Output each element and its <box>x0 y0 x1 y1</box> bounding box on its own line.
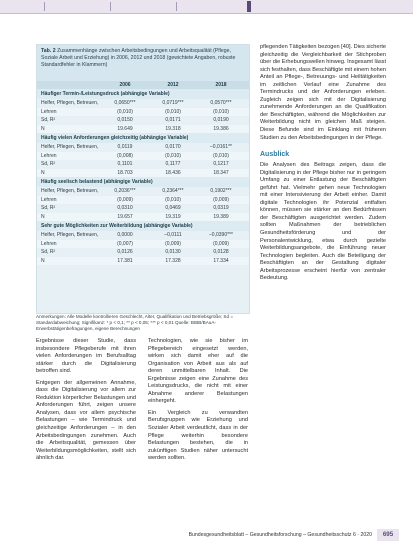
table-cell: 19.386 <box>213 125 229 132</box>
table-row <box>37 152 249 161</box>
text-column-middle <box>148 338 248 467</box>
table-cell: (0,009) <box>117 196 133 203</box>
table-row <box>37 204 249 213</box>
table-cell: 0,0000 <box>117 232 133 238</box>
table-cell: 0,0150 <box>117 117 133 123</box>
table-cell: 0,0650*** <box>114 100 136 106</box>
table-cell: 0,0170 <box>165 144 181 150</box>
table-cell <box>37 196 101 205</box>
table-cell: –0,0111 <box>164 232 182 238</box>
table-cell: Sd, R² <box>41 117 56 123</box>
table-cell: (0,008) <box>117 152 133 159</box>
table-cell: 0,1902*** <box>210 188 232 194</box>
table-cell: 17.334 <box>213 257 229 264</box>
table-cell: (0,010) <box>165 152 181 159</box>
table-cell: 19.657 <box>117 213 133 220</box>
table-cell: (0,010) <box>165 196 181 203</box>
header-bar <box>0 0 413 14</box>
table-cell: N <box>41 169 45 176</box>
table-cell: N <box>41 125 45 132</box>
table-cell: 0,1177 <box>165 161 181 167</box>
table-cell: (0,007) <box>117 240 133 247</box>
table-cell: 0,0190 <box>213 117 229 123</box>
table-cell: 0,0719*** <box>162 100 184 106</box>
header-divider <box>176 2 177 11</box>
table-cell: 17.381 <box>117 257 133 264</box>
table-caption <box>37 45 249 81</box>
paragraph: pflegenden Tätigkeiten bezogen [40]. Dies sicherte gleichzeitig die Vergleichbarkeit der Stichproben über die Erhebungswellen hinweg. Insgesamt lässt sich festhalten, dass Beschäftigte mit einem hohen Anteil an Pflege-, Betreuungs- und Heiltätigkeiten im zeitlichen Verlauf eine Zunahme des Termindrucks und der Anforderungen erleben. Zugleich zeigen sich mit der Digitalisierung zunehmende Anforderungen an die Qualifikation der Beschäftigten, während die Möglichkeiten zur Weiterbildung nicht im gleichen Maß steigen. Diese Befunde sind im Einklang mit früheren Studien zu den Arbeitsbedingungen in der Pflege. <box>260 44 386 141</box>
table-cell: 0,0126 <box>117 249 133 255</box>
header-divider <box>44 2 45 11</box>
table-cell: Helfer, Pflegen, Betreuen, Lehren <box>41 100 99 115</box>
table-row <box>37 213 249 222</box>
paragraph: Die Analysen des Beitrags zeigen, dass die Digitalisierung in der Pflege bisher nur in geringem Umfang zu einer Entlastung der Beschäftigten geführt hat. Vielmehr gehen neue Technologien mit einer Intensivierung der Arbeit einher. Damit digitale Technologien ihr Potenzial entfalten können, müssen sie stärker an den Bedürfnissen der Beschäftigten ausgerichtet werden. Zudem sollten Maßnahmen der betrieblichen Gesundheitsförderung und der Personalentwicklung, etwa durch gezielte Weiterbildungsangebote, die Einführung neuer Technologien begleiten. Auch die Beteiligung der Beschäftigten an der Gestaltung digitaler Arbeitsprozesse erscheint hierfür von zentraler Bedeutung. <box>260 162 386 282</box>
table-cell <box>37 108 101 117</box>
paragraph: Entgegen der allgemeinen Annahme, dass die Digitalisierung vor allem zur Reduktion körperlicher Belastungen und Anforderungen führt, zeigen unsere Analysen, dass vor allem psychische Belastungen – wie Termindruck und gleichzeitige Anforderungen – in den Arbeitsbedingungen zunehmen. Auch die Arbeitsqualität, gemessen über Weiterbildungsmöglichkeiten, stellt sich ähnlich dar. <box>36 379 136 462</box>
table-group-title: Häufig seelisch belastend (abhängige Variable) <box>37 177 249 187</box>
table-notes: Anmerkungen: Alle Modelle kontrollieren Geschlecht, Alter, Qualifikation und Betriebsgröße; Sd = Standardabweichung; Signifikanz: * p < 0,1; ** p < 0,05; *** p < 0,01 Quelle: BIBB/BAuA-Erwerbstätigenbefragungen, eigene Berechnungen <box>36 314 234 331</box>
table-cell: 18.347 <box>213 169 229 176</box>
table-cell: Helfer, Pflegen, Betreuen, Lehren <box>41 188 99 203</box>
table-header-cell: 2012 <box>167 82 179 88</box>
table-row <box>37 169 249 178</box>
table-cell: 17.328 <box>165 257 181 264</box>
table-cell: 18.436 <box>165 169 181 176</box>
table-row <box>37 125 249 134</box>
table-row <box>37 160 249 169</box>
table-group-title: Häufig vielen Anforderungen gleichzeitig (abhängige Variable) <box>37 133 249 143</box>
table-row <box>37 257 249 266</box>
table-cell: 0,0469 <box>165 205 181 211</box>
table-header-cell: 2006 <box>119 82 131 88</box>
table-cell: (0,009) <box>165 240 181 247</box>
table-cell <box>37 152 101 161</box>
table-cell: 0,0130 <box>165 249 181 255</box>
table-cell: 0,1101 <box>117 161 133 167</box>
table-cell: 0,1217 <box>213 161 229 167</box>
table-cell: Helfer, Pflegen, Betreuen, Lehren <box>41 144 99 159</box>
table-cell: (0,009) <box>213 240 229 247</box>
header-accent <box>247 1 251 12</box>
table-cell: 19.319 <box>165 213 181 220</box>
table-header-row <box>37 81 249 89</box>
paragraph: Technologien, wie sie bisher im Pflegebereich eingesetzt werden, wirken sich damit eher auf die Organisation von Arbeit aus als auf deren unmittelbaren Inhalt. Die Ergebnisse zeigen eine Zunahme des Leistungsdrucks, die nicht mit einer Abnahme anderer Belastungen einhergeht. <box>148 338 248 405</box>
table-body <box>37 89 249 265</box>
table-cell: N <box>41 213 45 220</box>
table-cell: N <box>41 257 45 264</box>
table-cell: 0,0570*** <box>210 100 232 106</box>
table-cell: Sd, R² <box>41 161 56 167</box>
table-group-title: Häufiger Termin-/Leistungsdruck (abhängige Variable) <box>37 89 249 99</box>
section-heading: Ausblick <box>260 151 290 159</box>
table-cell: 18.703 <box>117 169 133 176</box>
page-number: 695 <box>377 529 399 541</box>
table-cell: 0,0128 <box>213 249 229 255</box>
table-cell: (0,010) <box>213 152 229 159</box>
header-divider <box>110 2 111 11</box>
table-cell: 0,0319 <box>213 205 229 211</box>
results-table <box>36 44 250 314</box>
table-cell <box>37 240 101 249</box>
table-group-title: Sehr gute Möglichkeiten zur Weiterbildung (abhängige Variable) <box>37 221 249 231</box>
journal-name: Bundesgesundheitsblatt – Gesundheitsforschung – Gesundheitsschutz 6 · 2020 <box>188 532 372 538</box>
table-row <box>37 108 249 117</box>
paragraph: Ein Vergleich zu verwandten Berufsgruppen wie Erziehung und Sozialer Arbeit verdeutlicht, dass in der Pflege weiterhin besondere Belastungen bestehen, die in zukünftigen Studien näher untersucht werden sollten. <box>148 409 248 462</box>
table-row <box>37 116 249 125</box>
table-cell: 19.649 <box>117 125 133 132</box>
table-cell: 0,2036*** <box>114 188 136 194</box>
table-row <box>37 248 249 257</box>
table-cell: 19.318 <box>165 125 181 132</box>
table-row <box>37 196 249 205</box>
table-cell: –0,0390*** <box>209 232 233 238</box>
table-cell: 0,2364*** <box>162 188 184 194</box>
table-cell: 0,0119 <box>117 144 133 150</box>
page-footer <box>0 528 413 542</box>
text-column-left <box>36 338 136 467</box>
table-caption-label: Tab. 2 <box>41 48 56 54</box>
text-column-right <box>260 44 386 287</box>
table-cell: Helfer, Pflegen, Betreuen, Lehren <box>41 232 99 247</box>
table-row <box>37 240 249 249</box>
table-cell: (0,010) <box>117 108 133 115</box>
table-cell: –0,0161** <box>210 144 232 150</box>
table-cell: Sd, R² <box>41 205 56 211</box>
paragraph: Ergebnisse dieser Studie, dass insbesondere Pflegeberufe mit ihren vielen Anforderungen im Berufsalltag stärker durch die Digitalisierung betroffen sind. <box>36 338 136 375</box>
table-caption-text: Zusammenhänge zwischen Arbeitsbedingungen und Arbeitsqualität (Pflege, Soziale Arbeit und Erziehung) in 2006, 2012 und 2018 (gewichtete Angaben, robuste Standardfehler in Klammern) <box>41 48 236 69</box>
table-cell: (0,009) <box>213 196 229 203</box>
table-cell: (0,010) <box>213 108 229 115</box>
table-cell: 0,0310 <box>117 205 133 211</box>
table-cell: 19.389 <box>213 213 229 220</box>
table-cell: 0,0171 <box>165 117 181 123</box>
table-cell: Sd, R² <box>41 249 56 255</box>
table-header-cell: 2018 <box>215 82 227 88</box>
table-cell: (0,010) <box>165 108 181 115</box>
